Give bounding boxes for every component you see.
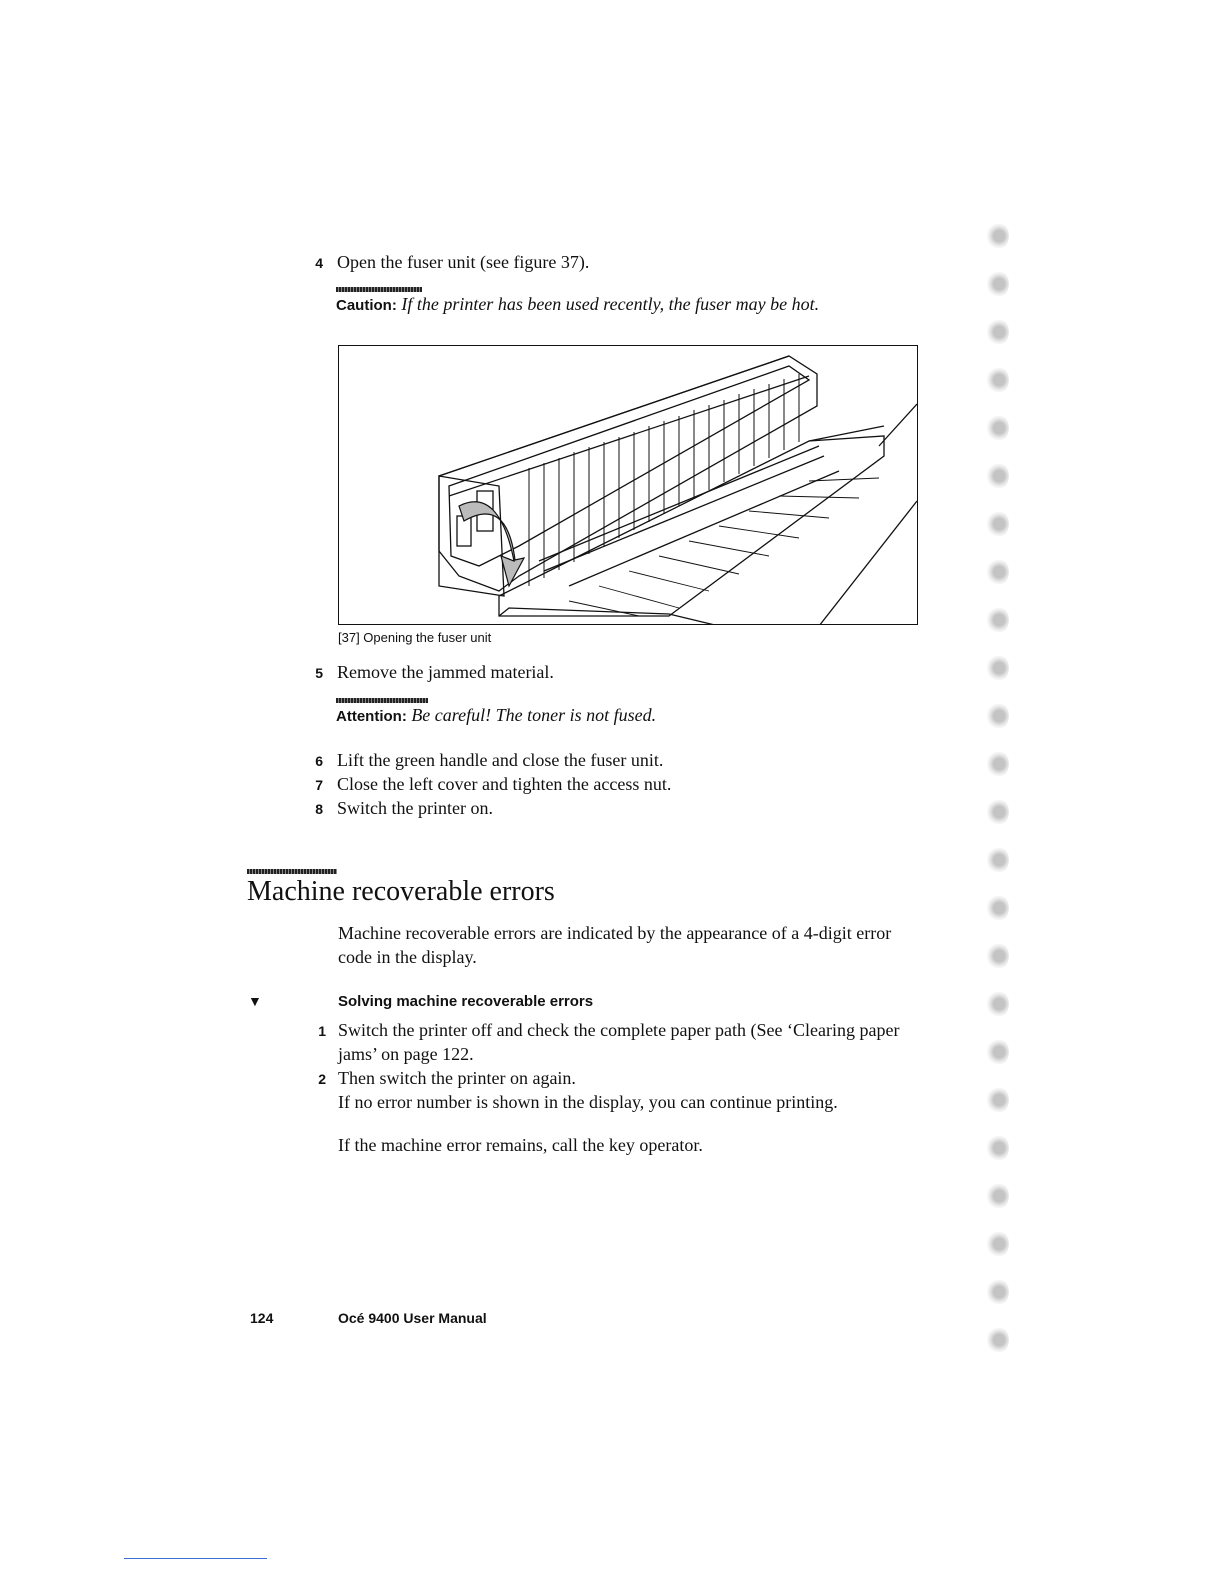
step-text: Remove the jammed material. — [337, 662, 554, 682]
caution-marker-bar — [336, 287, 422, 292]
binder-hole — [987, 1230, 1009, 1258]
section-intro-line1: Machine recoverable errors are indicated by the appearance of a 4-digit error — [338, 923, 892, 943]
figure-caption: [37] Opening the fuser unit — [338, 630, 492, 645]
binder-hole — [987, 558, 1009, 586]
procedure-marker-icon: ▼ — [248, 993, 262, 1009]
attention-marker-bar — [336, 698, 428, 703]
step-number: 6 — [315, 753, 323, 769]
caution-label: Caution: — [336, 297, 397, 314]
step-number: 8 — [315, 801, 323, 817]
section-intro-line2: code in the display. — [338, 947, 477, 967]
binder-hole — [987, 942, 1009, 970]
binder-hole — [987, 1326, 1009, 1354]
binder-hole — [987, 990, 1009, 1018]
section-marker-bar — [247, 869, 337, 874]
binder-hole — [987, 654, 1009, 682]
attention-text: Be careful! The toner is not fused. — [411, 705, 657, 725]
caution-text: If the printer has been used recently, the fuser may be hot. — [401, 294, 820, 314]
step-text-continued: If no error number is shown in the display, you can continue printing. — [338, 1092, 838, 1112]
binder-hole — [987, 1278, 1009, 1306]
binder-hole — [987, 1182, 1009, 1210]
caution-note — [336, 294, 819, 315]
step-text: Switch the printer off and check the complete paper path (See ‘Clearing paper — [338, 1020, 900, 1040]
manual-title: Océ 9400 User Manual — [338, 1310, 487, 1326]
step-number: 7 — [315, 777, 323, 793]
bottom-link-underline — [124, 1558, 267, 1559]
step-text: Open the fuser unit (see figure 37). — [337, 252, 590, 272]
step-text: Switch the printer on. — [337, 798, 493, 818]
binder-hole — [987, 846, 1009, 874]
binder-hole — [987, 606, 1009, 634]
attention-label: Attention: — [336, 708, 407, 725]
procedure-title: Solving machine recoverable errors — [338, 993, 594, 1010]
step-text: Close the left cover and tighten the access nut. — [337, 774, 672, 794]
binder-hole — [987, 750, 1009, 778]
step-number: 5 — [315, 665, 323, 681]
binder-hole — [987, 1134, 1009, 1162]
step-text: Lift the green handle and close the fuser unit. — [337, 750, 664, 770]
binder-hole — [987, 318, 1009, 346]
binder-hole — [987, 462, 1009, 490]
binder-hole — [987, 270, 1009, 298]
step-text-continued: jams’ on page 122. — [338, 1044, 474, 1064]
page-number: 124 — [250, 1310, 274, 1326]
binder-hole — [987, 1038, 1009, 1066]
binder-hole — [987, 702, 1009, 730]
fuser-illustration — [339, 346, 918, 625]
binder-hole — [987, 414, 1009, 442]
step-number: 2 — [318, 1071, 326, 1087]
step-number: 1 — [318, 1023, 326, 1039]
binder-hole — [987, 510, 1009, 538]
step-text: Then switch the printer on again. — [338, 1068, 576, 1088]
figure-fuser-unit — [338, 345, 918, 625]
attention-note — [336, 705, 656, 726]
binder-hole — [987, 894, 1009, 922]
step-number: 4 — [315, 255, 323, 271]
closing-text: If the machine error remains, call the key operator. — [338, 1135, 703, 1155]
binder-hole — [987, 1086, 1009, 1114]
binder-hole — [987, 222, 1009, 250]
binder-hole — [987, 798, 1009, 826]
open-arrow-icon — [459, 502, 524, 586]
section-title: Machine recoverable errors — [247, 876, 555, 907]
binder-hole — [987, 366, 1009, 394]
